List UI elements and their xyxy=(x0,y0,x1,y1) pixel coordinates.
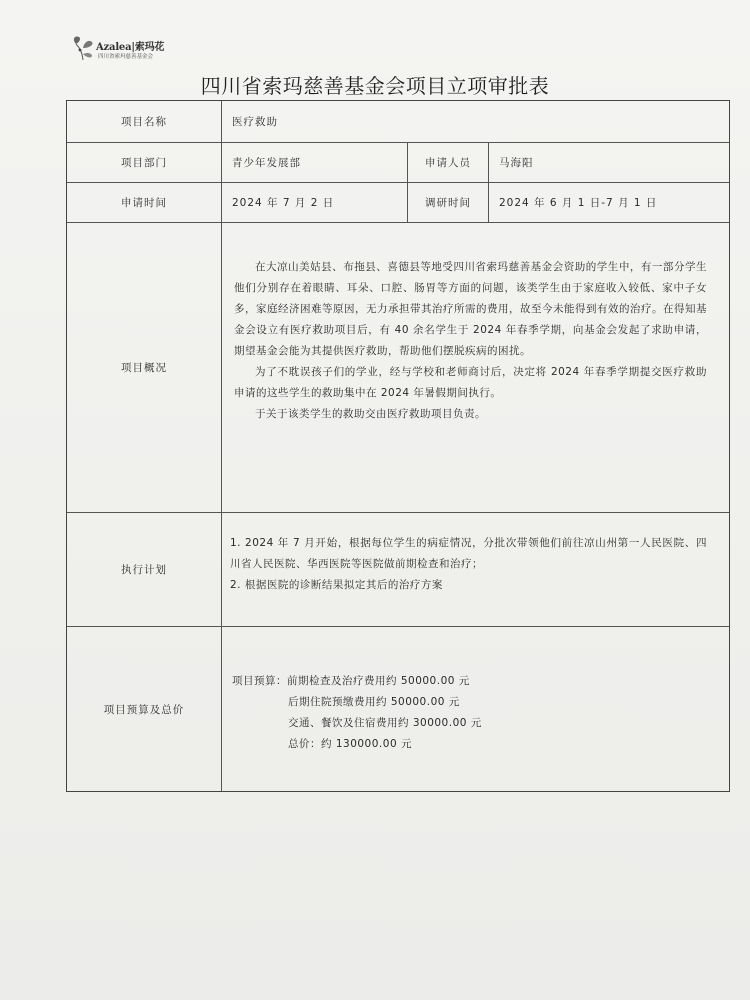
budget-content xyxy=(221,627,729,791)
department-value: 青少年发展部 xyxy=(221,143,407,182)
applicant-value: 马海阳 xyxy=(488,143,729,182)
overview-text xyxy=(222,223,729,425)
form-title: 四川省索玛慈善基金会项目立项审批表 xyxy=(200,74,550,98)
survey-time-value: 2024 年 6 月 1 日-7 月 1 日 xyxy=(488,183,729,222)
budget-prefix: 项目预算： xyxy=(232,675,287,687)
row-time xyxy=(67,183,729,223)
row-department xyxy=(67,143,729,183)
budget-label: 项目预算及总价 xyxy=(103,703,185,716)
budget-item: 交通、餐饮及住宿费用约 30000.00 元 xyxy=(288,717,482,729)
plan-line: 2. 根据医院的诊断结果拟定其后的治疗方案 xyxy=(230,579,443,591)
row-project-name xyxy=(67,101,729,143)
plan-line: 1. 2024 年 7 月开始，根据每位学生的病症情况，分批次带领他们前往凉山州第一人民医院、四川省人民医院、华西医院等医院做前期检查和治疗； xyxy=(230,537,707,570)
project-name-label: 项目名称 xyxy=(121,116,167,128)
azalea-flower-icon xyxy=(70,34,96,62)
applicant-label: 申请人员 xyxy=(407,143,488,182)
row-plan xyxy=(67,513,729,627)
foundation-logo xyxy=(70,32,190,66)
row-budget xyxy=(67,627,729,791)
budget-total: 总价：约 130000.00 元 xyxy=(288,738,412,750)
budget-item: 前期检查及治疗费用约 50000.00 元 xyxy=(287,675,470,687)
row-overview xyxy=(67,223,729,513)
logo-brand-text: Azalea|索玛花 xyxy=(96,42,165,53)
logo-subtitle: 四川省索玛慈善基金会 xyxy=(98,54,154,60)
overview-paragraph: 为了不耽误孩子们的学业，经与学校和老师商讨后，决定将 2024 年春季学期提交医疗救助申请的这些学生的救助集中在 2024 年暑假期间执行。 xyxy=(234,366,707,399)
project-name-value: 医疗救助 xyxy=(221,101,729,142)
overview-paragraph: 在大凉山美姑县、布拖县、喜德县等地受四川省索玛慈善基金会资助的学生中，有一部分学生他们分别存在着眼睛、耳朵、口腔、肠胃等方面的问题，该类学生由于家庭收入较低、家中子女多，家庭经济困难等原因，无力承担带其治疗所需的费用，故至今未能得到有效的治疗。在得知基金会设立有医疗救助项目后，有 40 余名学生于 2024 年春季学期，向基金会发起了求助申请，期望基金会能为其提供医疗救助，帮助他们摆脱疾病的困扰。 xyxy=(234,261,707,357)
overview-label: 项目概况 xyxy=(121,362,167,374)
plan-text xyxy=(222,513,729,596)
plan-content xyxy=(221,513,729,626)
approval-form-table xyxy=(66,100,730,792)
budget-line xyxy=(232,671,482,692)
budget-item: 后期住院预缴费用约 50000.00 元 xyxy=(288,696,460,708)
survey-time-label: 调研时间 xyxy=(407,183,488,222)
apply-time-label: 申请时间 xyxy=(121,197,167,209)
plan-label: 执行计划 xyxy=(121,564,167,576)
budget-block xyxy=(232,671,482,755)
overview-paragraph: 于关于该类学生的救助交由医疗救助项目负责。 xyxy=(255,408,486,420)
department-label: 项目部门 xyxy=(121,157,167,169)
overview-content xyxy=(221,223,729,512)
apply-time-value: 2024 年 7 月 2 日 xyxy=(221,183,407,222)
